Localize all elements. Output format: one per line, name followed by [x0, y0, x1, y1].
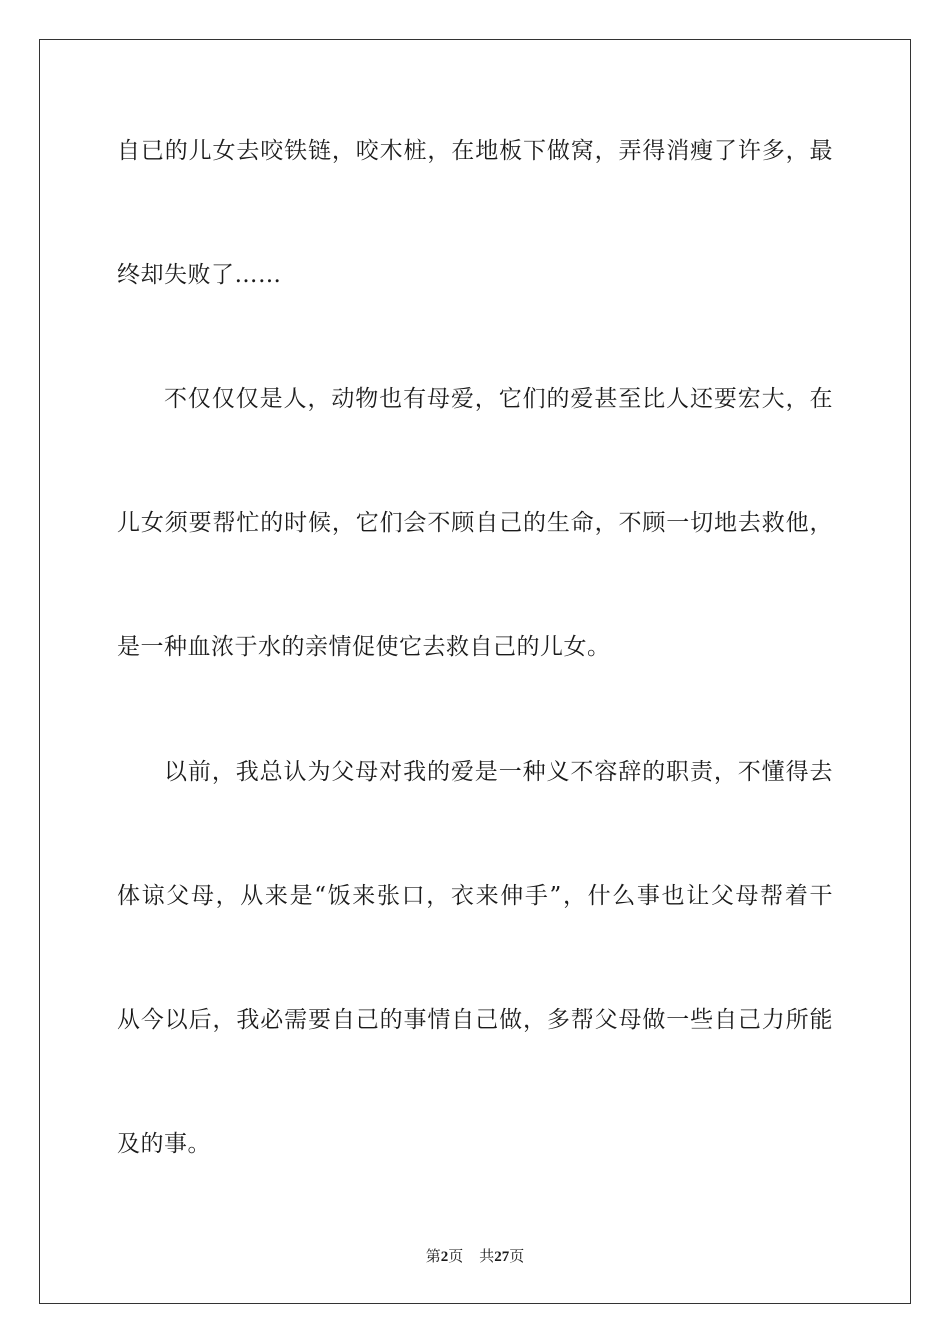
text-line-8: 从今以后，我必需要自己的事情自己做，多帮父母做一些自己力所能: [117, 1007, 833, 1033]
total-page-count: 27: [494, 1249, 510, 1265]
text-line-9: 及的事。: [117, 1131, 211, 1157]
current-page-number: 2: [440, 1249, 449, 1265]
text-line-2: 终却失败了……: [117, 262, 282, 288]
text-line-5: 是一种血浓于水的亲情促使它去救自己的儿女。: [117, 634, 611, 660]
text-line-3: 不仅仅仅是人，动物也有母爱，它们的爱甚至比人还要宏大，在: [164, 386, 833, 412]
page-suffix: 页: [448, 1247, 464, 1265]
page-footer: [0, 1246, 950, 1267]
text-line-4: 儿女须要帮忙的时候，它们会不顾自己的生命，不顾一切地去救他，: [117, 510, 833, 536]
text-line-6: 以前，我总认为父母对我的爱是一种义不容辞的职责，不懂得去: [164, 759, 833, 785]
total-suffix: 页: [509, 1247, 525, 1265]
total-prefix: 共: [479, 1247, 495, 1265]
page-border: [39, 39, 911, 1304]
page-prefix: 第: [425, 1247, 441, 1265]
text-line-7: 体谅父母，从来是“饭来张口，衣来伸手”，什么事也让父母帮着干: [117, 883, 833, 909]
text-line-1: 自已的儿女去咬铁链，咬木桩，在地板下做窝，弄得消瘦了许多，最: [117, 138, 833, 164]
